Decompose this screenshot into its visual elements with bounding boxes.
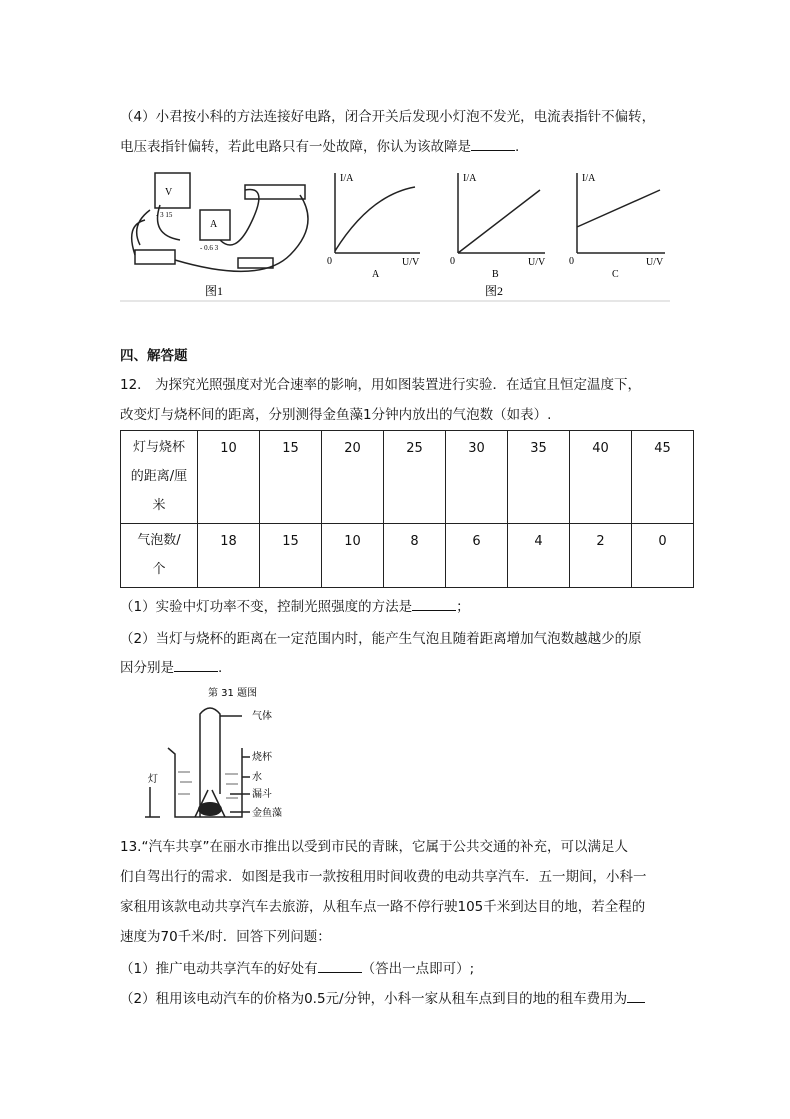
q13-sub1 xyxy=(120,957,474,977)
origin: 0 xyxy=(327,256,332,267)
q13-line1: 13.“汽车共享”在丽水市推出以受到市民的青睐，它属于公共交通的补充，可以满足人 xyxy=(120,839,628,855)
q13-sub2 xyxy=(120,987,645,1007)
text: （1）推广电动共享汽车的好处有 xyxy=(120,961,318,977)
figure-caption: 图2 xyxy=(485,284,504,298)
data-table xyxy=(120,430,694,588)
q12-line2: 改变灯与烧杯间的距离，分别测得金鱼藻1分钟内放出的气泡数（如表）. xyxy=(120,407,552,423)
figure-caption: 图1 xyxy=(205,284,224,298)
answer-blank xyxy=(412,596,456,611)
cell: 20 xyxy=(322,431,384,524)
figure-title: 第 31 题图 xyxy=(208,688,258,699)
figure-apparatus xyxy=(120,682,380,822)
x-axis-label: U/V xyxy=(528,257,546,268)
label-gas: 气体 xyxy=(252,711,272,722)
row-header xyxy=(121,524,198,588)
voltmeter-ticks: - 3 15 xyxy=(156,211,173,219)
x-axis-label: U/V xyxy=(646,257,664,268)
text: 因分别是 xyxy=(120,660,174,676)
cell: 6 xyxy=(446,524,508,588)
cell: 4 xyxy=(508,524,570,588)
text: . xyxy=(515,139,520,155)
graph-label: A xyxy=(372,269,380,280)
q11-line1: （4）小君按小科的方法连接好电路，闭合开关后发现小灯泡不发光，电流表指针不偏转， xyxy=(120,109,656,125)
origin: 0 xyxy=(569,256,574,267)
label-water: 水 xyxy=(252,772,262,783)
section-title: 四、解答题 xyxy=(120,348,188,364)
text: 个 xyxy=(152,562,166,577)
text: （2）租用该电动汽车的价格为0.5元/分钟，小科一家从租车点到目的地的租车费用为 xyxy=(120,991,628,1007)
q13-line3: 家租用该款电动共享汽车去旅游，从租车点一路不停行驶105千米到达目的地，若全程的 xyxy=(120,899,646,915)
text: 的距离/厘 xyxy=(130,469,188,484)
label-lamp: 灯 xyxy=(148,774,158,785)
y-axis-label: I/A xyxy=(463,173,477,184)
cell: 8 xyxy=(384,524,446,588)
text: （1）实验中灯功率不变，控制光照强度的方法是 xyxy=(120,599,413,615)
text: 灯与烧杯 xyxy=(132,440,185,455)
table-row xyxy=(121,431,694,524)
origin: 0 xyxy=(450,256,455,267)
answer-blank xyxy=(627,988,645,1003)
table-row xyxy=(121,524,694,588)
row-header xyxy=(121,431,198,524)
q13-line2: 们自驾出行的需求．如图是我市一款按租用时间收费的电动共享汽车．五一期间，小科一 xyxy=(120,869,647,885)
text: 电压表指针偏转，若此电路只有一处故障，你认为该故障是 xyxy=(120,139,471,155)
cell: 15 xyxy=(260,431,322,524)
text: ； xyxy=(456,599,470,615)
cell: 25 xyxy=(384,431,446,524)
q12-sub2-line1: （2）当灯与烧杯的距离在一定范围内时，能产生气泡且随着距离增加气泡数越越少的原 xyxy=(120,631,642,647)
graph-label: C xyxy=(612,269,619,280)
q12-sub2-line2 xyxy=(120,656,222,676)
cell: 10 xyxy=(198,431,260,524)
ammeter-label: A xyxy=(210,219,218,230)
cell: 45 xyxy=(632,431,694,524)
label-beaker: 烧杯 xyxy=(252,752,272,763)
cell: 0 xyxy=(632,524,694,588)
q12-sub1 xyxy=(120,595,470,615)
cell: 18 xyxy=(198,524,260,588)
text: . xyxy=(218,660,223,676)
cell: 10 xyxy=(322,524,384,588)
cell: 30 xyxy=(446,431,508,524)
graph-label: B xyxy=(492,269,499,280)
answer-blank xyxy=(318,958,362,973)
y-axis-label: I/A xyxy=(582,173,596,184)
cell: 40 xyxy=(570,431,632,524)
x-axis-label: U/V xyxy=(402,257,420,268)
y-axis-label: I/A xyxy=(340,173,354,184)
ammeter-ticks: - 0.6 3 xyxy=(200,244,219,252)
figure-circuit-graphs xyxy=(120,165,670,303)
answer-blank xyxy=(471,136,515,151)
label-hornwort: 金鱼藻 xyxy=(252,808,282,819)
q12-line1: 12． 为探究光照强度对光合速率的影响，用如图装置进行实验．在适宜且恒定温度下， xyxy=(120,377,641,393)
cell: 35 xyxy=(508,431,570,524)
voltmeter-label: V xyxy=(165,187,173,198)
text: （答出一点即可）; xyxy=(361,961,475,977)
cell: 2 xyxy=(570,524,632,588)
answer-blank xyxy=(174,657,218,672)
text: 气泡数/ xyxy=(137,533,181,548)
cell: 15 xyxy=(260,524,322,588)
label-funnel: 漏斗 xyxy=(252,789,272,800)
text: 米 xyxy=(152,498,166,513)
q13-line4: 速度为70千米/时．回答下列问题： xyxy=(120,929,331,945)
q11-line2 xyxy=(120,135,519,155)
